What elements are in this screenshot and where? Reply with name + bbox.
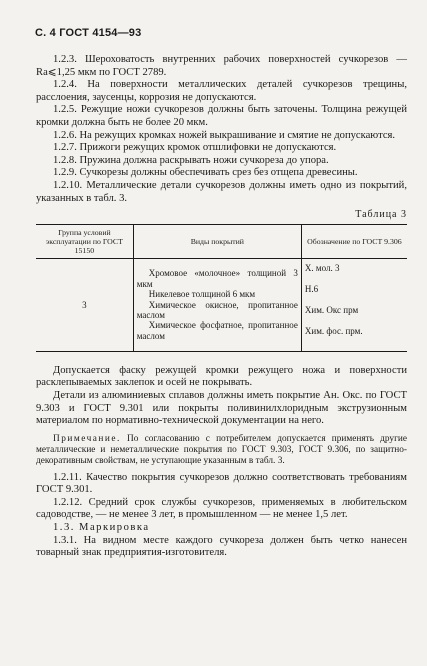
designation-nickel: Н.6 xyxy=(304,283,319,294)
paragraph-1-2-3: 1.2.3. Шероховатость внутренних рабочих поверхностей сучкорезов — Ra⩽1,25 мкм по ГОСТ 2789. xyxy=(36,54,407,78)
paragraph-1-2-9: 1.2.9. Сучкорезы должны обеспечивать срез без отщепа древесины. xyxy=(53,167,358,179)
paragraph-1-2-10: 1.2.10. Металлические детали сучкорезов должны иметь одно из покрытий, указанных в табл. 3. xyxy=(36,179,407,204)
coatings-table xyxy=(36,224,407,352)
page-header: С. 4 ГОСТ 4154—93 xyxy=(35,27,142,39)
coating-oxide: Химическое окисное, пропитанное маслом xyxy=(136,299,298,320)
header-designation: Обозначение по ГОСТ 9.306 xyxy=(301,224,407,258)
table-header-row xyxy=(36,224,407,258)
paragraph-1-2-6: 1.2.6. На режущих кромках ножей выкрашивание и смятие не допускаются. xyxy=(53,129,396,141)
note-text: По согласованию с потребителем допускается применять другие металлические и неметаллические покрытия по ГОСТ 9.303, ГОСТ 9.306, по защитно-декоративным свойствам, не уступающие указанным в табл. 3. xyxy=(36,433,407,466)
note xyxy=(36,434,407,467)
coating-chrome: Хромовое «молочное» толщиной 3 мкм xyxy=(136,268,298,289)
table-title: Таблица 3 xyxy=(355,209,407,221)
coating-phosphate: Химическое фосфатное, пропитанное маслом xyxy=(136,320,298,341)
note-label: Примечание. xyxy=(53,433,121,444)
header-kind: Виды покрытий xyxy=(133,224,301,258)
paragraph-1-2-8: 1.2.8. Пружина должна раскрывать ножи сучкореза до упора. xyxy=(53,154,329,166)
group-cell: 3 xyxy=(36,258,133,351)
document-body xyxy=(36,54,407,560)
paragraph-1-2-11: 1.2.11. Качество покрытия сучкорезов должно соответствовать требованиям ГОСТ 9.301. xyxy=(36,471,407,496)
paragraph-1-2-5: 1.2.5. Режущие ножи сучкорезов должны быть заточены. Толщина режущей кромки должна быть не более 20 мкм. xyxy=(36,104,407,128)
paragraph-1-2-4: 1.2.4. На поверхности металлических деталей сучкорезов трещины, расслоения, заусенцы, коррозия не допускаются. xyxy=(36,79,407,103)
paragraph-1-2-7: 1.2.7. Прижоги режущих кромок отшлифовки не допускаются. xyxy=(53,142,337,154)
designation-phosphate: Хим. фос. прм. xyxy=(304,325,363,336)
designation-chrome: Х. мол. 3 xyxy=(304,262,340,273)
coatings-cell xyxy=(133,258,301,351)
header-group: Группа условий эксплуатации по ГОСТ 15150 xyxy=(36,224,133,258)
section-heading-marking: 1.3. Маркировка xyxy=(53,522,150,534)
paragraph-bevel: Допускается фаску режущей кромки режущего ножа и поверхности расклепываемых заклепок и осей не покрывать. xyxy=(36,364,407,389)
coating-nickel: Никелевое толщиной 6 мкм xyxy=(148,289,256,300)
paragraph-aluminium: Детали из алюминиевых сплавов должны иметь покрытие Ан. Окс. по ГОСТ 9.303 и ГОСТ 9.301 или покрыты поливинилхлоридным экструзионным материалом по нормативно-технической документации на него. xyxy=(36,389,407,427)
paragraph-1-3-1: 1.3.1. На видном месте каждого сучкореза должен быть четко нанесен товарный знак предприятия-изготовителя. xyxy=(36,534,407,559)
table-row xyxy=(36,258,407,351)
designations-cell xyxy=(301,258,407,351)
designation-oxide: Хим. Окс прм xyxy=(304,304,359,315)
paragraph-1-2-12: 1.2.12. Средний срок службы сучкорезов, применяемых в любительском садоводстве, — не менее 3 лет, в промышленном — не менее 1,5 лет. xyxy=(36,496,407,521)
